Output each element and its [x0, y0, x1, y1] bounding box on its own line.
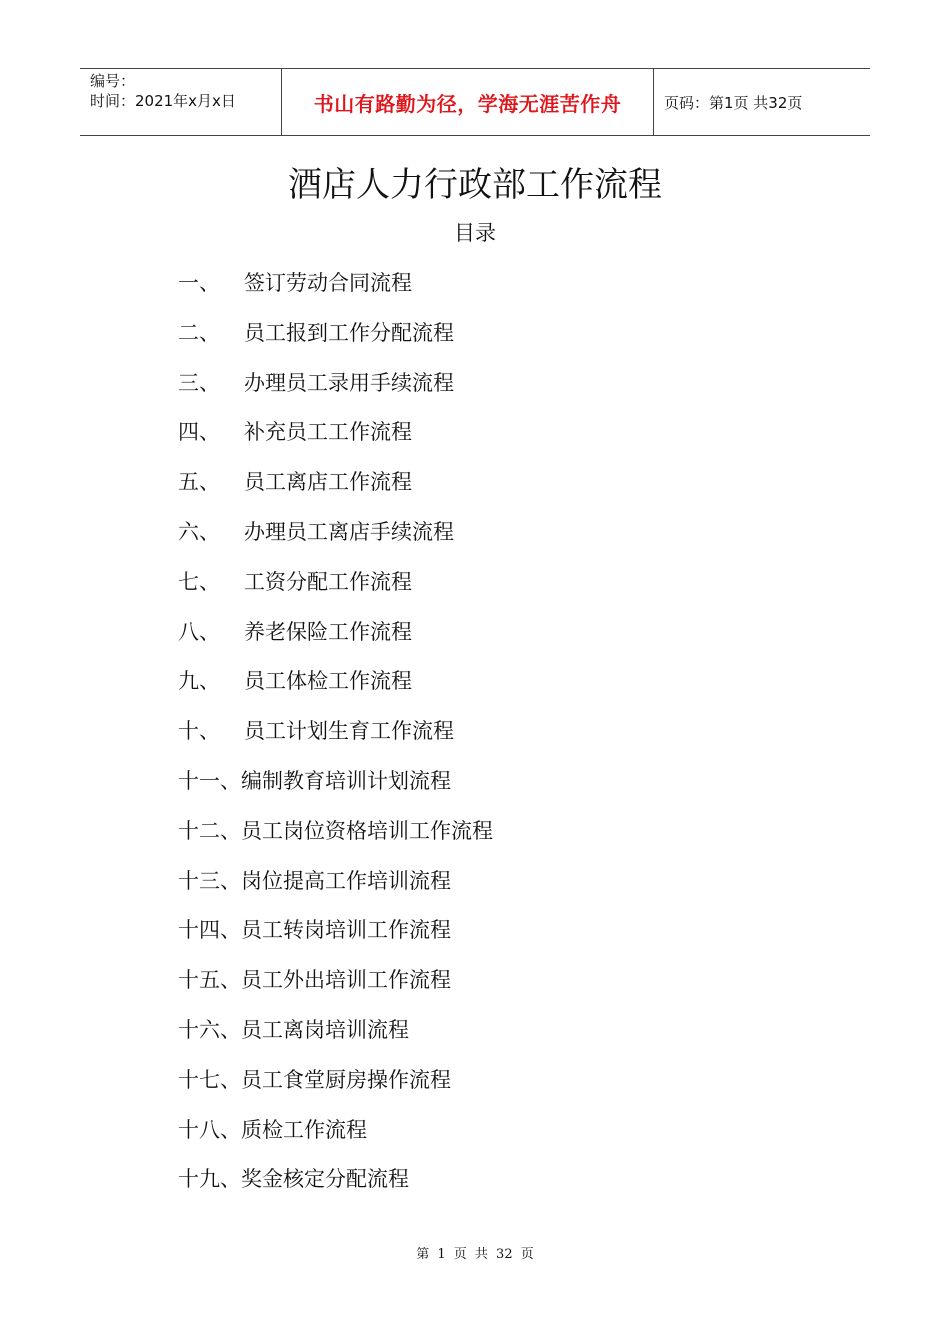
toc-item-label: 工资分配工作流程 [244, 569, 412, 594]
toc-item[interactable] [178, 1159, 493, 1209]
toc-item-number: 十六、 [178, 1017, 241, 1042]
document-header [80, 68, 870, 136]
toc-item[interactable] [178, 711, 493, 761]
motto-text: 书山有路勤为径，学海无涯苦作舟 [313, 91, 622, 116]
toc-item-label: 岗位提高工作培训流程 [241, 868, 451, 893]
toc-item[interactable] [178, 412, 493, 462]
toc-item-label: 员工食堂厨房操作流程 [241, 1067, 451, 1092]
toc-item-label: 补充员工工作流程 [244, 420, 412, 445]
header-meta [80, 69, 282, 135]
toc-item-number: 十八、 [178, 1117, 241, 1142]
toc-item-number: 十三、 [178, 868, 241, 893]
code-label: 编号： [90, 72, 136, 90]
document-title: 酒店人力行政部工作流程 [288, 165, 662, 205]
toc-item-number: 三、 [178, 370, 220, 395]
toc-item[interactable] [178, 811, 493, 861]
toc-item-label: 员工转岗培训工作流程 [241, 918, 451, 943]
toc-item-number: 十二、 [178, 818, 241, 843]
toc-item-label: 办理员工录用手续流程 [244, 370, 454, 395]
toc-item-number: 六、 [178, 519, 220, 544]
toc-item[interactable] [178, 462, 493, 512]
toc-item-number: 一、 [178, 271, 220, 295]
toc-item-label: 编制教育培训计划流程 [241, 768, 451, 793]
date-line: 时间：2021年x月x日 [90, 92, 236, 110]
toc-item-number: 二、 [178, 320, 220, 345]
toc-item[interactable] [178, 761, 493, 811]
toc-item-number: 四、 [178, 420, 220, 445]
toc-item-number: 八、 [178, 619, 220, 644]
toc-item[interactable] [178, 263, 493, 313]
toc-item-label: 员工岗位资格培训工作流程 [241, 818, 493, 843]
toc-item-label: 办理员工离店手续流程 [244, 519, 454, 544]
toc-item-number: 七、 [178, 569, 220, 594]
toc-item[interactable] [178, 1010, 493, 1060]
toc-item[interactable] [178, 910, 493, 960]
toc-item[interactable] [178, 562, 493, 612]
toc-item[interactable] [178, 363, 493, 413]
toc-item-number: 十五、 [178, 968, 241, 993]
toc-item[interactable] [178, 512, 493, 562]
toc-item-label: 员工离店工作流程 [244, 470, 412, 495]
toc-item[interactable] [178, 1110, 493, 1160]
toc-item-label: 员工报到工作分配流程 [244, 320, 454, 345]
toc-item[interactable] [178, 1060, 493, 1110]
toc-item-number: 十、 [178, 719, 220, 744]
toc-item-number: 十七、 [178, 1067, 241, 1092]
toc-item-label: 签订劳动合同流程 [244, 271, 412, 295]
page-footer: 第 1 页 共 32 页 [416, 1247, 534, 1262]
toc-item-label: 质检工作流程 [241, 1117, 367, 1142]
header-page-cell [654, 69, 870, 135]
toc-heading: 目录 [454, 221, 496, 245]
toc-item-label: 员工外出培训工作流程 [241, 968, 451, 993]
toc-item[interactable] [178, 661, 493, 711]
toc-item-label: 员工计划生育工作流程 [244, 719, 454, 744]
toc-item[interactable] [178, 960, 493, 1010]
toc-item[interactable] [178, 313, 493, 363]
table-of-contents [178, 263, 493, 1209]
toc-item[interactable] [178, 861, 493, 911]
toc-item-label: 养老保险工作流程 [244, 619, 412, 644]
header-motto-cell [282, 69, 654, 135]
toc-item-number: 十九、 [178, 1167, 241, 1192]
toc-item-number: 十四、 [178, 918, 241, 943]
toc-item[interactable] [178, 612, 493, 662]
toc-item-number: 十一、 [178, 768, 241, 793]
toc-item-label: 员工离岗培训流程 [241, 1017, 409, 1042]
toc-item-number: 五、 [178, 470, 220, 495]
page-info: 页码：第1页 共32页 [664, 93, 803, 112]
toc-item-number: 九、 [178, 669, 220, 694]
toc-item-label: 员工体检工作流程 [244, 669, 412, 694]
toc-item-label: 奖金核定分配流程 [241, 1167, 409, 1192]
